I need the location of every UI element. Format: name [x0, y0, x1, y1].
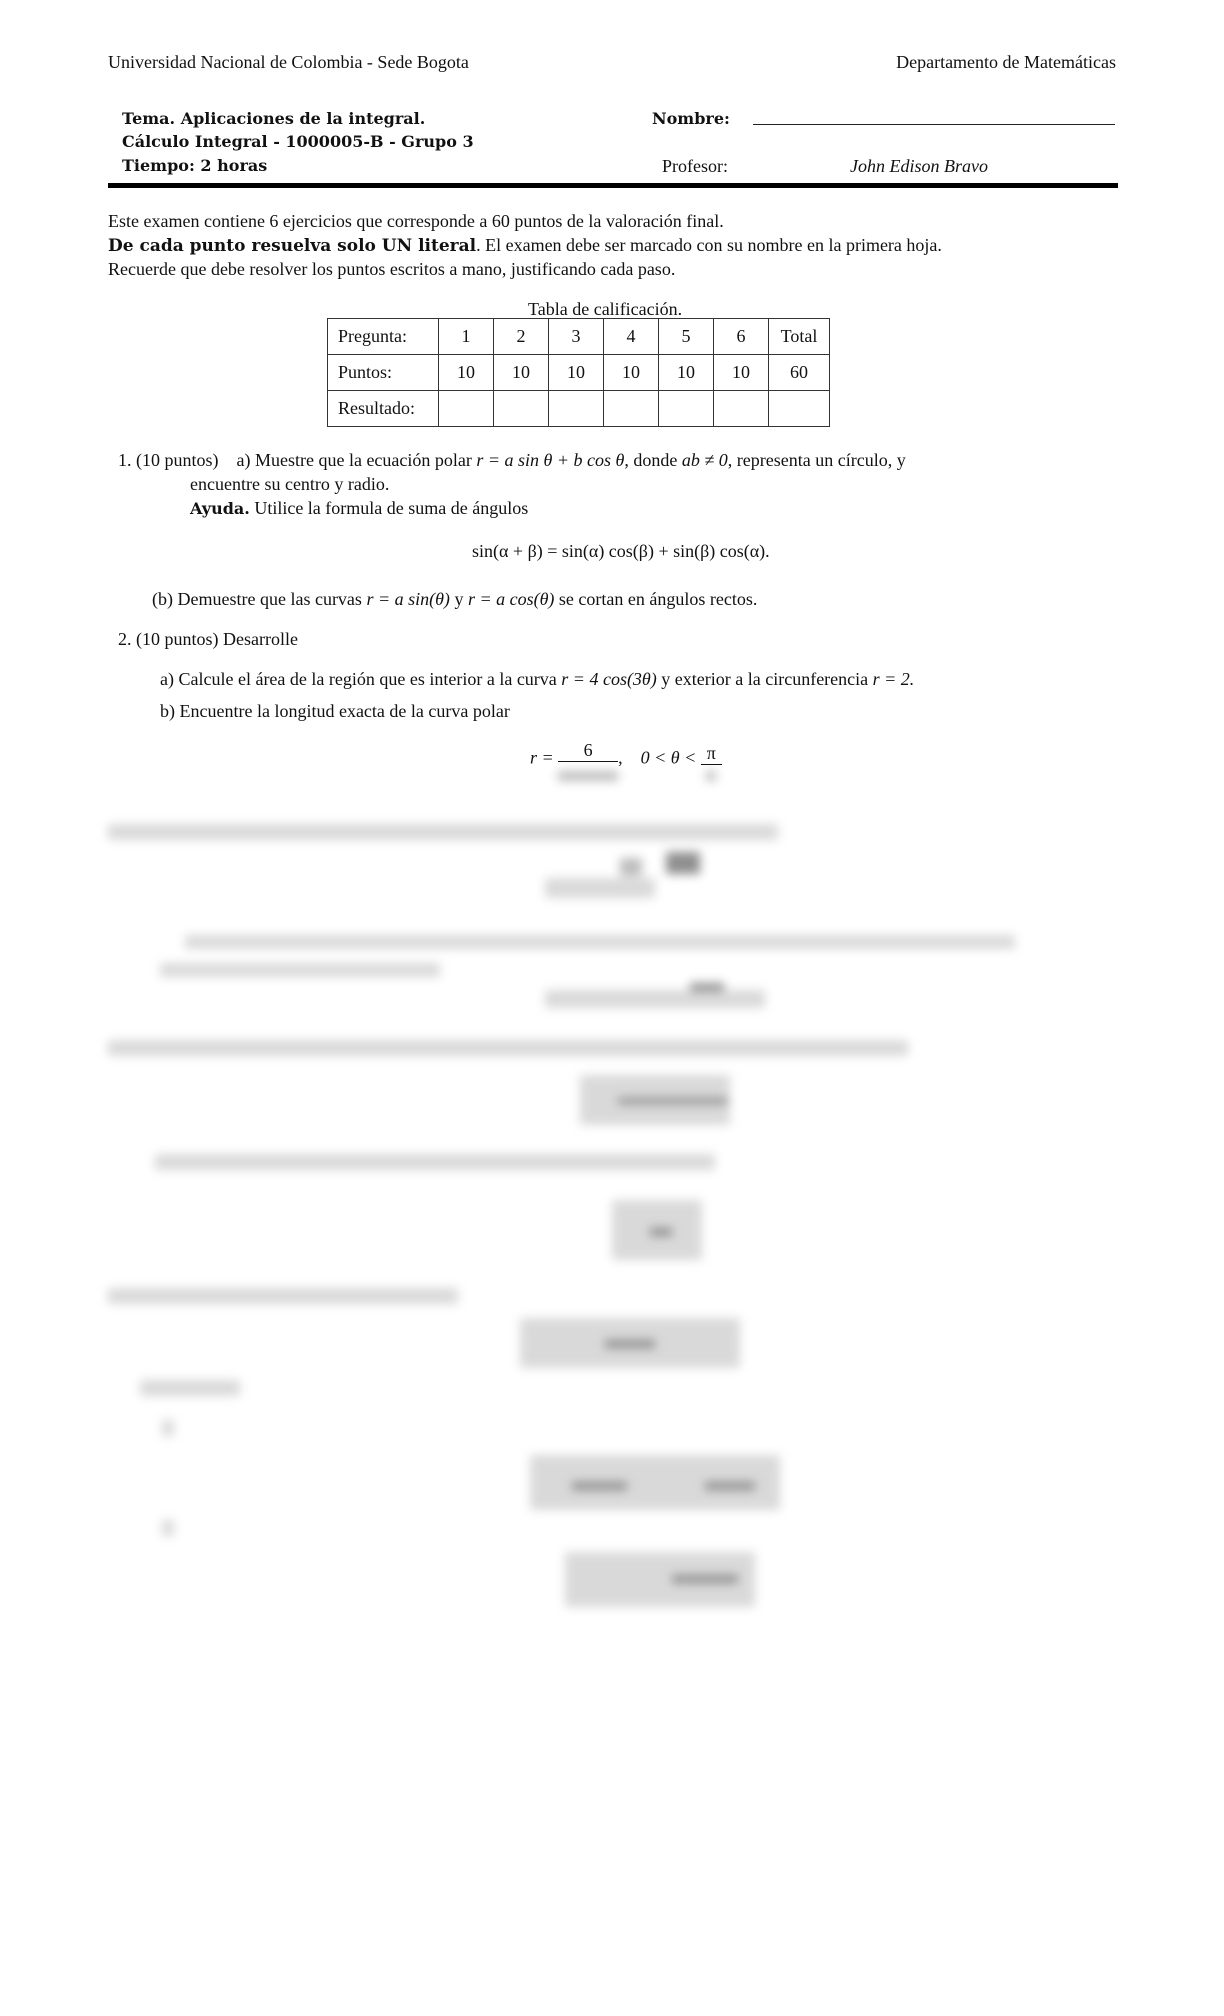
part-b-text: Encuentre la longitud exacta de la curva polar: [179, 701, 510, 721]
fraction: [558, 740, 618, 779]
row-label: Resultado:: [328, 391, 439, 427]
fraction: [701, 743, 722, 777]
result-cell[interactable]: [604, 391, 659, 427]
question-1-header: [118, 450, 906, 471]
part-a-text: Calcule el área de la región que es interior a la curva: [178, 669, 557, 689]
grade-table: [327, 318, 830, 427]
obscured-blocks: [0, 800, 1224, 1620]
result-cell[interactable]: [549, 391, 604, 427]
table-cell: 2: [494, 319, 549, 355]
table-cell: 3: [549, 319, 604, 355]
formula-condition: 0 < θ <: [640, 747, 697, 768]
part-b-text: se cortan en ángulos rectos.: [558, 589, 758, 609]
question-1a-hint: [190, 498, 528, 519]
question-1b: [152, 589, 757, 610]
professor-label: Profesor:: [662, 156, 728, 176]
table-cell: 6: [714, 319, 769, 355]
math-inline: ab ≠ 0: [681, 450, 728, 470]
part-a-text: y exterior a la circunferencia: [661, 669, 869, 689]
fraction-numerator: 6: [558, 740, 618, 762]
part-label: b): [160, 701, 175, 721]
question-intro: Desarrolle: [223, 629, 298, 649]
table-row-puntos: [328, 355, 830, 391]
intro-line-3: Recuerde que debe resolver los puntos escritos a mano, justificando cada paso.: [108, 259, 676, 279]
part-label: a): [236, 450, 251, 470]
table-cell: 4: [604, 319, 659, 355]
part-a-text: Muestre que la ecuación polar: [254, 450, 472, 470]
question-points: (10 puntos): [136, 450, 219, 470]
result-cell[interactable]: [769, 391, 830, 427]
table-cell: 1: [439, 319, 494, 355]
math-inline: r = a sin(θ): [366, 589, 450, 609]
result-cell[interactable]: [659, 391, 714, 427]
name-label: Nombre:: [652, 109, 730, 128]
math-inline: r = 2.: [872, 669, 915, 689]
intro-line-2-bold: De cada punto resuelva solo UN literal: [108, 236, 477, 256]
table-cell: 10: [549, 355, 604, 391]
question-number: 2.: [118, 629, 132, 649]
obscured-content: [0, 800, 1224, 1620]
header-rule: [108, 183, 1118, 188]
table-cell: 5: [659, 319, 714, 355]
intro-line-2: [108, 235, 1118, 256]
exam-time: Tiempo: 2 horas: [122, 156, 268, 175]
exam-course: Cálculo Integral - 1000005-B - Grupo 3: [122, 132, 474, 151]
intro-line-1: Este examen contiene 6 ejercicios que corresponde a 60 puntos de la valoración final.: [108, 211, 724, 231]
fraction-numerator: π: [701, 743, 722, 765]
intro-line-2-rest: . El examen debe ser marcado con su nombre en la primera hoja.: [476, 235, 942, 255]
formula-lhs: r =: [530, 747, 554, 768]
table-cell: 10: [494, 355, 549, 391]
hint-label: Ayuda.: [190, 499, 250, 518]
math-inline: r = 4 cos(3θ): [561, 669, 657, 689]
part-label: (b): [152, 589, 173, 609]
question-points: (10 puntos): [136, 629, 219, 649]
fraction-denominator-obscured: [558, 765, 618, 779]
math-inline: r = a sin θ + b cos θ: [476, 450, 625, 470]
part-a-text: , donde: [624, 450, 678, 470]
angle-sum-formula: sin(α + β) = sin(α) cos(β) + sin(β) cos(α).: [472, 541, 770, 561]
question-number: 1.: [118, 450, 132, 470]
part-label: a): [160, 669, 174, 689]
name-field[interactable]: [753, 124, 1115, 125]
math-inline: r = a cos(θ): [467, 589, 555, 609]
table-row-pregunta: [328, 319, 830, 355]
result-cell[interactable]: [439, 391, 494, 427]
exam-topic: Tema. Aplicaciones de la integral.: [122, 109, 426, 128]
grade-table-caption: Tabla de calificación.: [528, 299, 683, 319]
row-label: Puntos:: [328, 355, 439, 391]
table-cell: 60: [769, 355, 830, 391]
table-cell: 10: [714, 355, 769, 391]
result-cell[interactable]: [714, 391, 769, 427]
professor-name: John Edison Bravo: [850, 156, 988, 176]
part-a-text: , representa un círculo, y: [727, 450, 906, 470]
fraction-denominator-obscured: [701, 765, 722, 777]
university-name: Universidad Nacional de Colombia - Sede Bogota: [108, 52, 469, 72]
hint-text: Utilice la formula de suma de ángulos: [254, 498, 529, 518]
question-1a-line-2: encuentre su centro y radio.: [190, 474, 390, 494]
result-cell[interactable]: [494, 391, 549, 427]
arc-length-formula: r = 6 , 0 < θ < π: [530, 740, 722, 779]
row-label: Pregunta:: [328, 319, 439, 355]
table-cell: 10: [659, 355, 714, 391]
department-name: Departamento de Matemáticas: [896, 52, 1116, 72]
table-cell: 10: [439, 355, 494, 391]
table-cell: Total: [769, 319, 830, 355]
part-b-text: Demuestre que las curvas: [177, 589, 362, 609]
question-2a: [160, 669, 914, 690]
question-2b: [160, 701, 510, 722]
table-cell: 10: [604, 355, 659, 391]
table-row-resultado: [328, 391, 830, 427]
part-b-text: y: [454, 589, 464, 609]
question-2-header: [118, 629, 298, 650]
